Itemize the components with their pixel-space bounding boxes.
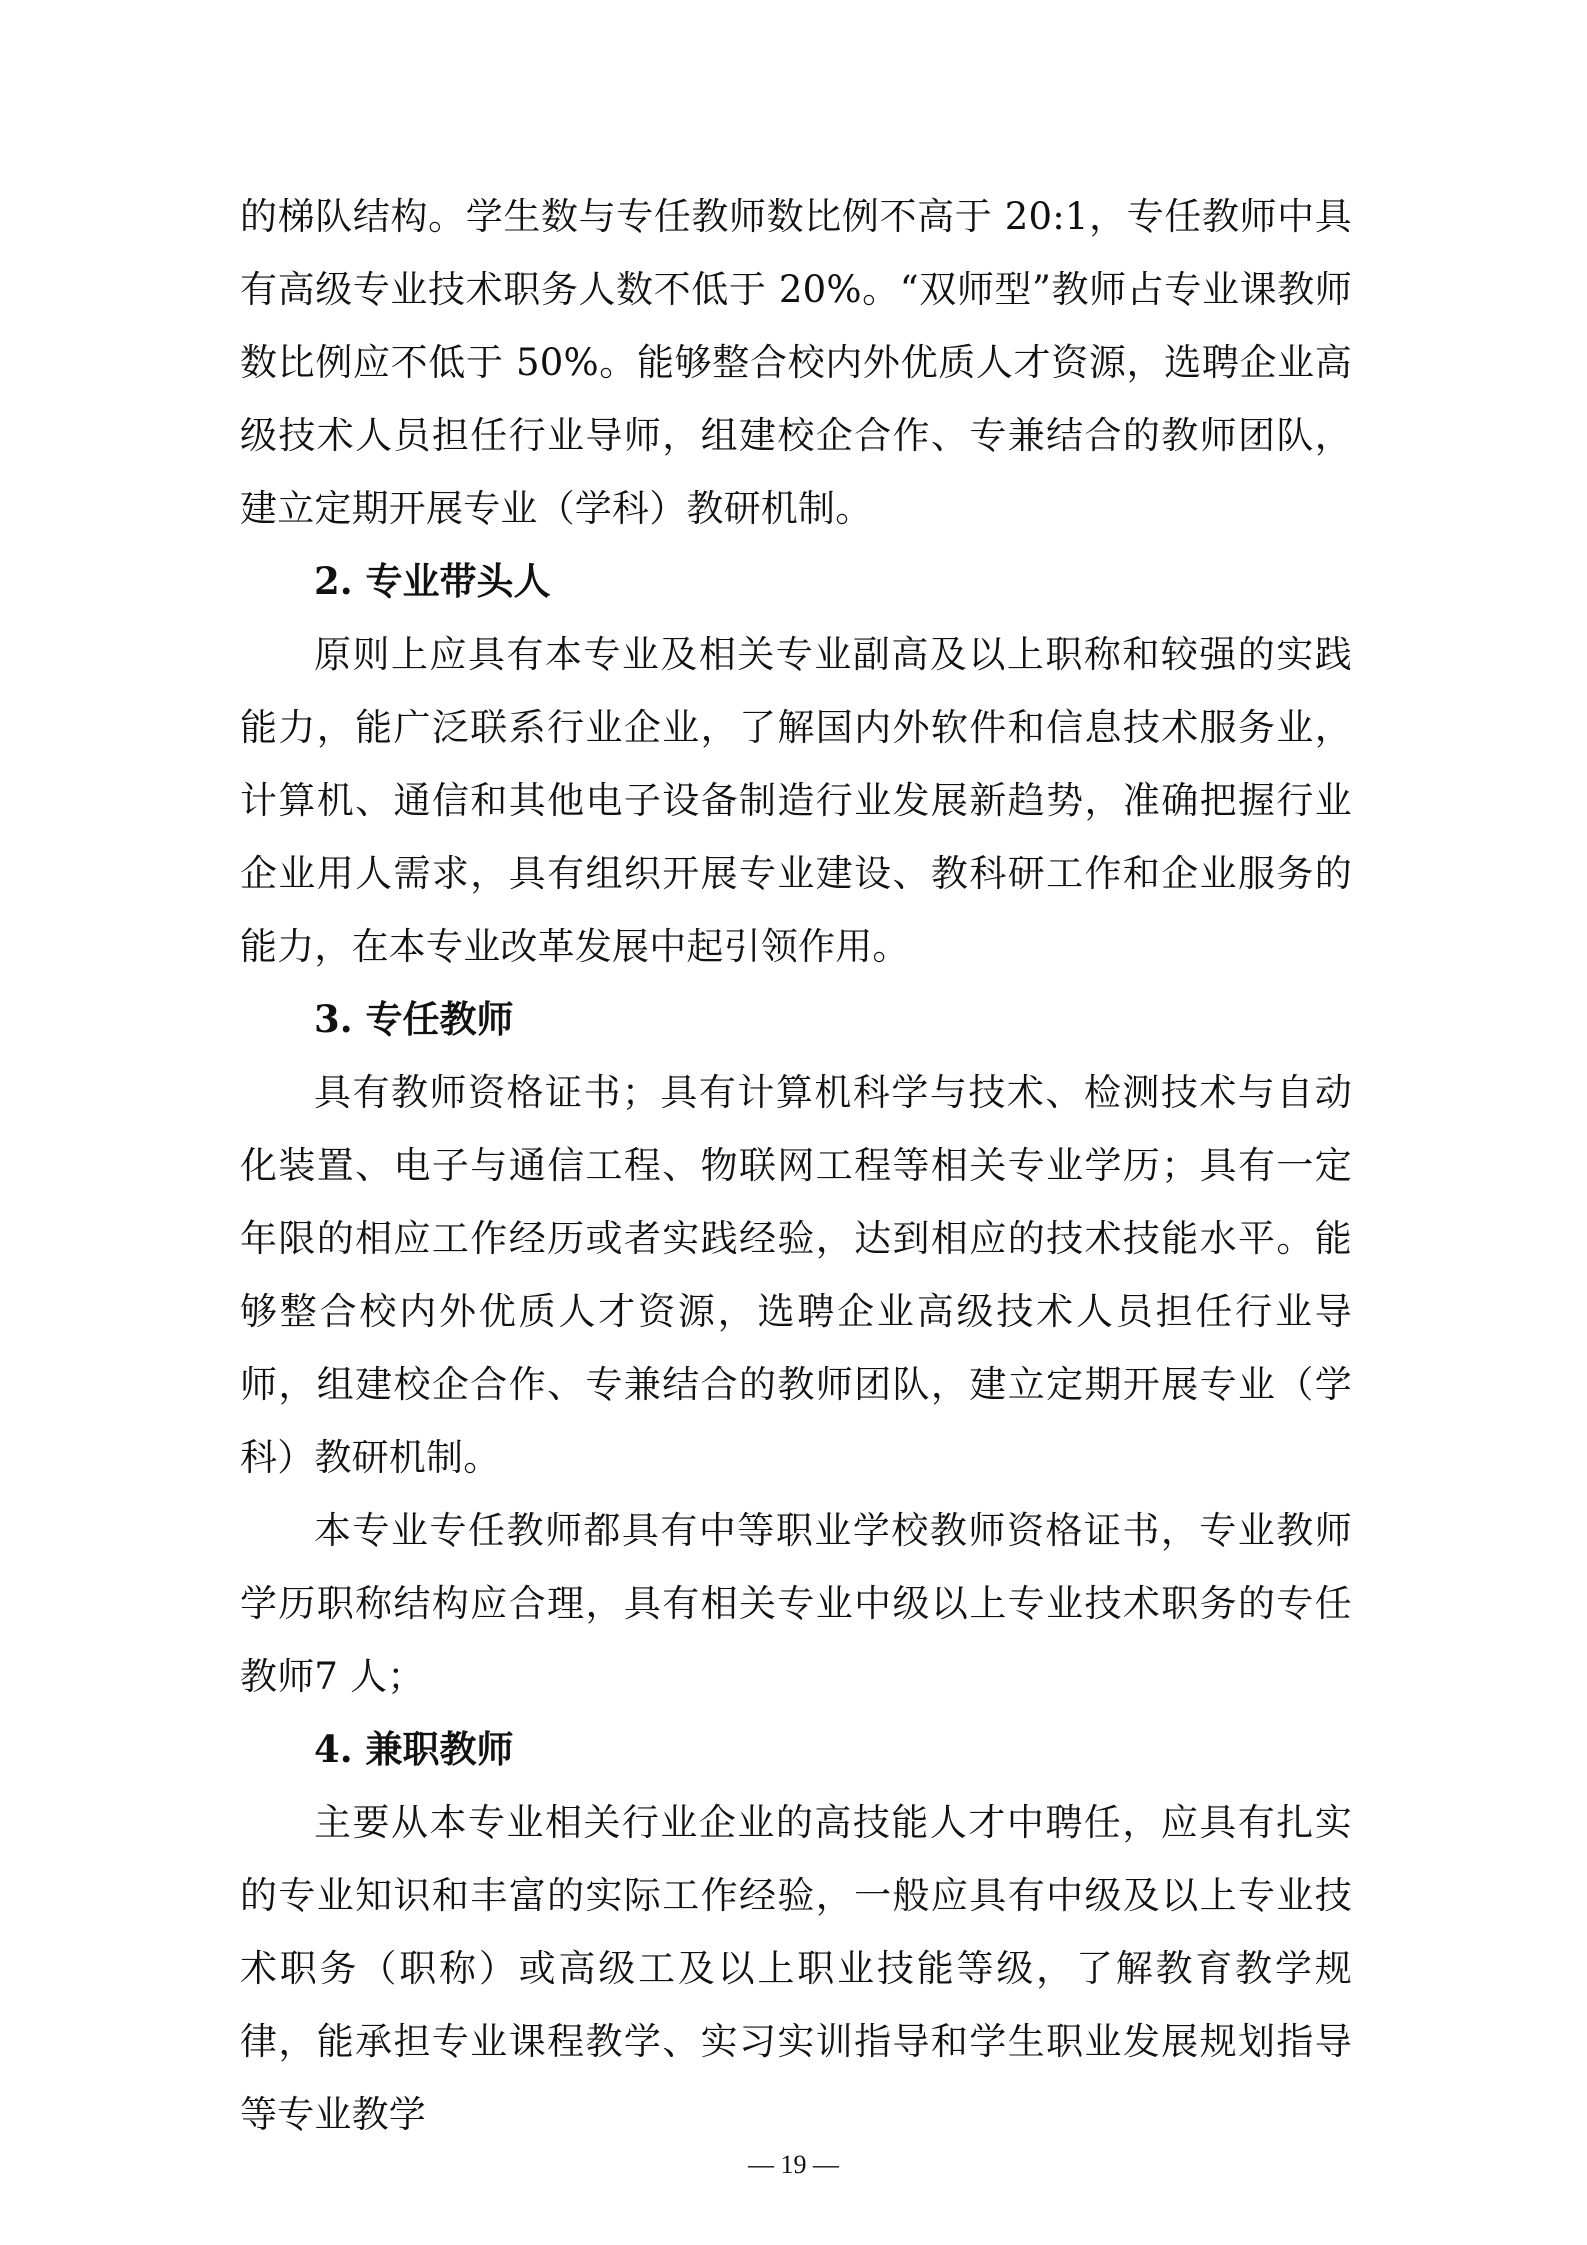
page-number: — 19 — [748, 2150, 839, 2179]
document-body [240, 180, 1352, 2151]
paragraph-part-time-teachers: 主要从本专业相关行业企业的高技能人才中聘任，应具有扎实的专业知识和丰富的实际工作经验，一般应具有中级及以上专业技术职务（职称）或高级工及以上职业技能等级，了解教育教学规律，能承担专业课程教学、实习实训指导和学生职业发展规划指导等专业教学 [240, 1801, 1352, 2136]
heading-full-time-teachers: 3. 专任教师 [314, 997, 514, 1041]
paragraph-full-time-teachers: 具有教师资格证书；具有计算机科学与技术、检测技术与自动化装置、电子与通信工程、物联网工程等相关专业学历；具有一定年限的相应工作经历或者实践经验，达到相应的技术技能水平。能够整合校内外优质人才资源，选聘企业高级技术人员担任行业导师，组建校企合作、专兼结合的教师团队，建立定期开展专业（学科）教研机制。 [240, 1071, 1352, 1479]
paragraph-professional-leader: 原则上应具有本专业及相关专业副高及以上职称和较强的实践能力，能广泛联系行业企业，了解国内外软件和信息技术服务业，计算机、通信和其他电子设备制造行业发展新趋势，准确把握行业企业用人需求，具有组织开展专业建设、教科研工作和企业服务的能力，在本专业改革发展中起引领作用。 [240, 633, 1352, 968]
paragraph-teacher-qualifications: 本专业专任教师都具有中等职业学校教师资格证书，专业教师学历职称结构应合理，具有相关专业中级以上专业技术职务的专任教师7 人； [240, 1509, 1352, 1698]
heading-part-time-teachers: 4. 兼职教师 [314, 1727, 514, 1771]
paragraph-teacher-structure: 的梯队结构。学生数与专任教师数比例不高于 20:1，专任教师中具有高级专业技术职务人数不低于 20%。“双师型”教师占专业课教师数比例应不低于 50%。能够整合校内外优质人才资源，选聘企业高级技术人员担任行业导师，组建校企合作、专兼结合的教师团队，建立定期开展专业（学科）教研机制。 [240, 195, 1352, 530]
heading-professional-leader: 2. 专业带头人 [314, 559, 551, 603]
